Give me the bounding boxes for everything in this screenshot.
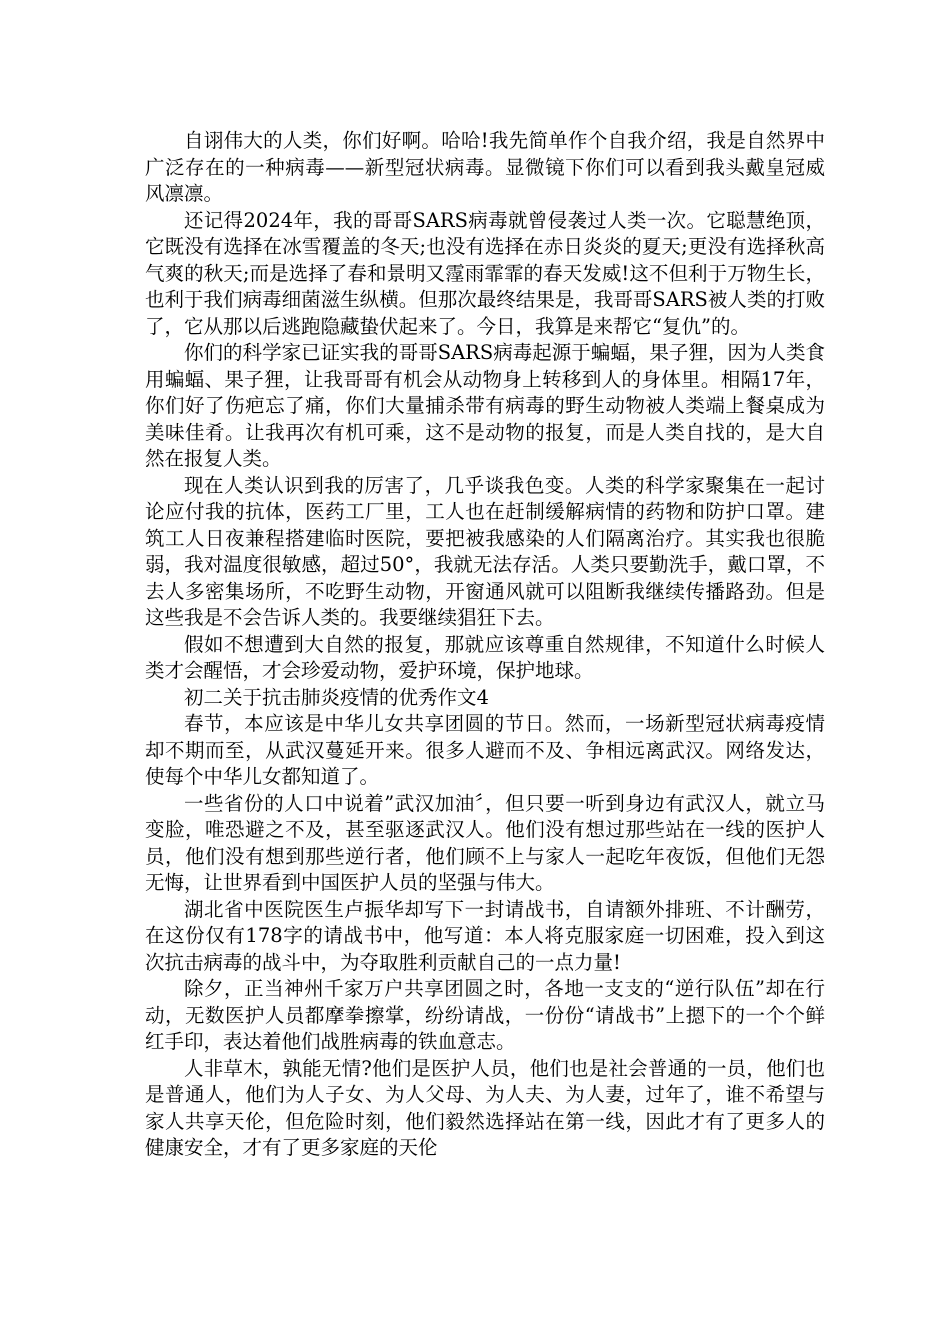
essay-heading: 初二关于抗击肺炎疫情的优秀作文4 xyxy=(184,685,489,709)
paragraph-7: 一些省份的人口中说着”武汉加油〞，但只要一听到身边有武汉人，就立马变脸，唯恐避之不及，甚至驱逐武汉人。他们没有想过那些站在一线的医护人员，他们没有想到那些逆行者，他们顾不上与家人一起吃年夜饭，但他们无怨无悔，让世界看到中国医护人员的坚强与伟大。 xyxy=(145,791,825,894)
paragraph-8: 湖北省中医院医生卢振华却写下一封请战书，自请额外排班、不计酬劳，在这份仅有178字的请战书中，他写道：本人将克服家庭一切困难，投入到这次抗击病毒的战斗中，为夺取胜利贡献自己的一点力量! xyxy=(145,897,825,974)
paragraph-9: 除夕，正当神州千家万户共享团圆之时，各地一支支的“逆行队伍”却在行动，无数医护人员都摩拳擦掌，纷纷请战，一份份“请战书”上摁下的一个个鲜红手印，表达着他们战胜病毒的铁血意志。 xyxy=(145,977,825,1053)
paragraph-1: 自诩伟大的人类，你们好啊。哈哈!我先简单作个自我介绍，我是自然界中广泛存在的一种病毒——新型冠状病毒。显微镜下你们可以看到我头戴皇冠威风凛凛。 xyxy=(145,129,825,205)
paragraph-6: 春节，本应该是中华儿女共享团圆的节日。然而，一场新型冠状病毒疫情却不期而至，从武汉蔓延开来。很多人避而不及、争相远离武汉。网络发达，使每个中华儿女都知道了。 xyxy=(145,712,825,788)
paragraph-3: 你们的科学家已证实我的哥哥SARS病毒起源于蝙蝠，果子狸，因为人类食用蝙蝠、果子狸，让我哥哥有机会从动物身上转移到人的身体里。相隔17年，你们好了伤疤忘了痛，你们大量捕杀带有病毒的野生动物被人类端上餐桌成为美味佳肴。让我再次有机可乘，这不是动物的报复，而是人类自找的，是大自然在报复人类。 xyxy=(145,341,825,470)
paragraph-5: 假如不想遭到大自然的报复，那就应该尊重自然规律，不知道什么时候人类才会醒悟，才会珍爱动物，爱护环境，保护地球。 xyxy=(145,632,825,682)
paragraph-4: 现在人类认识到我的厉害了，几乎谈我色变。人类的科学家聚集在一起讨论应付我的抗体，医药工厂里，工人也在赶制缓解病情的药物和防护口罩。建筑工人日夜兼程搭建临时医院，要把被我感染的人们隔离治疗。其实我也很脆弱，我对温度很敏感，超过50°，我就无法存活。人类只要勤洗手，戴口罩，不去人多密集场所，不吃野生动物，开窗通风就可以阻断我继续传播路劲。但是这些我是不会告诉人类的。我要继续猖狂下去。 xyxy=(145,473,825,629)
paragraph-10: 人非草木，孰能无情?他们是医护人员，他们也是社会普通的一员，他们也是普通人，他们为人子女、为人父母、为人夫、为人妻，过年了，谁不希望与家人共享天伦，但危险时刻，他们毅然选择站在第一线，因此才有了更多人的健康安全，才有了更多家庭的天伦 xyxy=(145,1056,825,1159)
document-body xyxy=(145,128,825,1162)
paragraph-2: 还记得2024年，我的哥哥SARS病毒就曾侵袭过人类一次。它聪慧绝顶，它既没有选择在冰雪覆盖的冬天;也没有选择在赤日炎炎的夏天;更没有选择秋高气爽的秋天;而是选择了春和景明又霪雨霏霏的春天发威!这不但利于万物生长，也利于我们病毒细菌滋生纵横。但那次最终结果是，我哥哥SARS被人类的打败了，它从那以后逃跑隐藏蛰伏起来了。今日，我算是来帮它“复仇”的。 xyxy=(145,208,825,338)
